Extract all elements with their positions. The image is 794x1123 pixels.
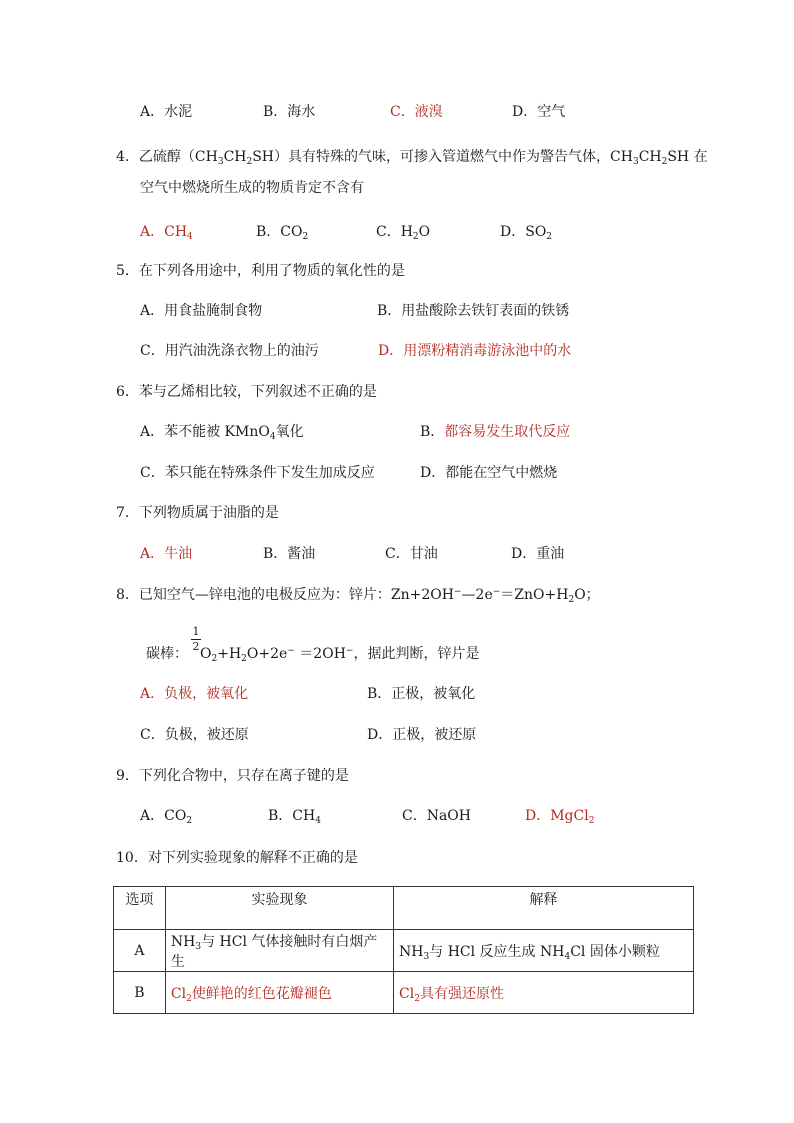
q7-option-c: C．甘油 — [385, 546, 438, 562]
q4-option-b: B．$CO_2$ — [256, 224, 309, 242]
q4-option-c: C．$H_2O$ — [376, 224, 431, 242]
row-b-explanation: $Cl_2$具有强还原性 — [394, 972, 694, 1014]
q8-fraction-half: 1 2 — [192, 625, 200, 653]
q5-option-a: A．用食盐腌制食物 — [140, 303, 263, 319]
q8-stem: 8．已知空气—锌电池的电极反应为：锌片：$Zn+2OH^-—2e^-=ZnO+H_2O$； — [116, 587, 600, 605]
header-phenomenon: 实验现象 — [165, 887, 393, 930]
q8-option-d: D．正极，被还原 — [367, 727, 477, 743]
q9-option-c: C．NaOH — [402, 808, 471, 824]
q4-stem-line2: 空气中燃烧所生成的物质肯定不含有 — [140, 180, 364, 196]
q7-stem: 7．下列物质属于油脂的是 — [116, 505, 279, 521]
q4-stem-line1: 4．乙硫醇$(CH_3CH_2SH)$具有特殊的气味，可掺入管道燃气中作为警告气体，$CH_3CH_2SH$ 在 — [116, 149, 708, 167]
q4-option-d: D．$SO_2$ — [500, 224, 553, 242]
row-b-phenomenon: $Cl_2$使鲜艳的红色花瓣褪色 — [165, 972, 393, 1014]
q10-table — [113, 886, 694, 1014]
q8-option-a: A．负极，被氧化 — [140, 686, 249, 702]
row-b-label: B — [114, 972, 166, 1014]
q3-option-b: B．海水 — [263, 104, 316, 120]
q5-option-b: B．用盐酸除去铁钉表面的铁锈 — [377, 303, 570, 319]
header-explanation: 解释 — [394, 887, 694, 930]
header-option: 选项 — [114, 887, 166, 930]
table-row — [114, 930, 694, 972]
table-row — [114, 972, 694, 1014]
q3-option-a: A．水泥 — [140, 104, 193, 120]
row-a-phenomenon: $NH_3$与 HCl 气体接触时有白烟产生 — [165, 930, 393, 972]
q6-option-b: B．都容易发生取代反应 — [420, 424, 571, 440]
q8-cathode-line: 碳棒： $O_2+H_2O+2e^- =2OH^-$，据此判断，锌片是 — [146, 646, 480, 664]
q5-option-d: D．用漂粉精消毒游泳池中的水 — [378, 343, 572, 359]
q5-option-c: C．用汽油洗涤衣物上的油污 — [140, 343, 319, 359]
q6-option-c: C．苯只能在特殊条件下发生加成反应 — [140, 465, 375, 481]
q6-stem: 6．苯与乙烯相比较，下列叙述不正确的是 — [116, 384, 377, 400]
q6-option-a: A．苯不能被 KMnO$_4$氧化 — [140, 424, 304, 442]
q8-option-b: B．正极，被氧化 — [367, 686, 476, 702]
q3-option-d: D．空气 — [512, 104, 566, 120]
q10-stem: 10．对下列实验现象的解释不正确的是 — [116, 850, 358, 866]
q9-option-b: B．$CH_4$ — [268, 808, 321, 826]
q9-option-a: A．$CO_2$ — [140, 808, 193, 826]
q7-option-b: B．酱油 — [263, 546, 316, 562]
q7-option-d: D．重油 — [511, 546, 565, 562]
table-header-row — [114, 887, 694, 930]
row-a-label: A — [114, 930, 166, 972]
q3-option-c: C．液溴 — [390, 104, 443, 120]
q6-option-d: D．都能在空气中燃烧 — [420, 465, 558, 481]
row-a-explanation: $NH_3$与 HCl 反应生成 $NH_4Cl$ 固体小颗粒 — [394, 930, 694, 972]
q9-option-d: D．MgCl$_2$ — [525, 808, 595, 826]
q5-stem: 5．在下列各用途中，利用了物质的氧化性的是 — [116, 263, 405, 279]
q4-option-a: A．$CH_4$ — [140, 224, 193, 242]
q8-option-c: C．负极，被还原 — [140, 727, 249, 743]
q7-option-a: A．牛油 — [140, 546, 193, 562]
q9-stem: 9．下列化合物中，只存在离子键的是 — [116, 768, 349, 784]
